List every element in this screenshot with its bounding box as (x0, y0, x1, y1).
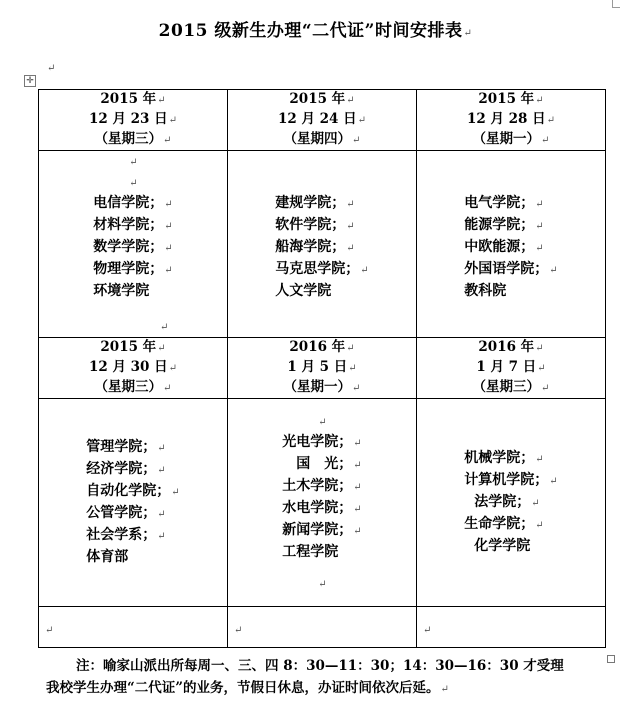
date-label: 1 月 5 日 (287, 359, 348, 375)
paragraph-mark: ↵ (352, 383, 361, 394)
paragraph-mark: ↵ (360, 265, 369, 276)
college-list-cell[interactable] (417, 151, 606, 338)
college-item: 社会学系； (86, 527, 157, 543)
college-item: 经济学院； (86, 461, 157, 477)
paragraph-mark: ↵ (157, 509, 166, 520)
college-item: 自动化学院； (86, 483, 171, 499)
paragraph-mark: ↵ (535, 520, 544, 531)
date-label: 12 月 24 日 (277, 111, 357, 127)
paragraph-mark: ↵ (535, 95, 544, 106)
college-item: 新闻学院； (282, 522, 353, 538)
paragraph-mark: ↵ (346, 221, 355, 232)
paragraph-mark: ↵ (168, 115, 178, 126)
note-line-1: 注：喻家山派出所每周一、三、四 8：30—11：30；14：30—16：30 才受理 (76, 658, 564, 674)
empty-cell[interactable] (417, 607, 606, 648)
college-item: 化学学院 (474, 538, 531, 554)
paragraph-mark: ↵ (353, 526, 362, 537)
paragraph-mark: ↵ (535, 221, 544, 232)
table-row (39, 607, 606, 648)
paragraph-mark: ↵ (346, 243, 355, 254)
weekday-label: （星期一） (283, 379, 352, 395)
paragraph-mark: ↵ (537, 363, 546, 374)
college-item: 电气学院； (464, 195, 535, 211)
paragraph-mark: ↵ (531, 498, 540, 509)
year-label: 2016 年 (478, 339, 535, 355)
paragraph-mark: ↵ (234, 624, 243, 636)
paragraph-mark: ↵ (346, 95, 355, 106)
date-label: 12 月 23 日 (88, 111, 168, 127)
paragraph-mark: ↵ (535, 343, 544, 354)
year-label: 2015 年 (478, 91, 535, 107)
paragraph-mark: ↵ (352, 135, 361, 146)
college-item: 机械学院； (464, 450, 535, 466)
college-list-cell[interactable] (39, 399, 228, 607)
college-item: 材料学院； (93, 217, 164, 233)
college-item: 建规学院； (275, 195, 346, 211)
paragraph-mark: ↵ (168, 363, 178, 374)
paragraph-mark: ↵ (47, 63, 56, 74)
paragraph-mark: ↵ (353, 460, 362, 471)
table-row (39, 90, 606, 151)
paragraph-mark: ↵ (164, 243, 173, 254)
note-line-2: 我校学生办理“二代证”的业务，节假日休息，办证时间依次后延。 (46, 680, 440, 696)
date-cell[interactable] (417, 90, 606, 151)
college-item: 人文学院 (275, 283, 332, 299)
empty-cell[interactable] (228, 607, 417, 648)
college-item: 环境学院 (93, 283, 150, 299)
college-item: 土木学院； (282, 478, 353, 494)
college-item: 中欧能源； (464, 239, 535, 255)
college-item: 管理学院； (86, 439, 157, 455)
paragraph-mark: ↵ (346, 343, 355, 354)
college-item: 马克思学院； (275, 261, 360, 277)
schedule-table (38, 89, 606, 648)
page-title (0, 16, 631, 41)
paragraph-mark: ↵ (541, 383, 550, 394)
paragraph-mark: ↵ (129, 157, 138, 168)
paragraph-mark: ↵ (440, 684, 449, 695)
date-cell[interactable] (228, 90, 417, 151)
paragraph-mark: ↵ (353, 504, 362, 515)
paragraph-mark: ↵ (549, 476, 558, 487)
paragraph-mark: ↵ (541, 135, 550, 146)
date-cell[interactable] (417, 338, 606, 399)
weekday-label: （星期三） (472, 379, 541, 395)
crop-mark-icon (612, 0, 620, 8)
paragraph-mark: ↵ (353, 438, 362, 449)
college-item: 数学学院； (93, 239, 164, 255)
college-item: 法学院； (474, 494, 531, 510)
college-item: 国 光； (296, 456, 353, 472)
title-text: 2015 级新生办理“二代证”时间安排表 (158, 21, 463, 41)
weekday-label: （星期三） (94, 131, 163, 147)
college-item: 计算机学院； (464, 472, 549, 488)
college-item: 水电学院； (282, 500, 353, 516)
college-item: 生命学院； (464, 516, 535, 532)
college-list-cell[interactable] (228, 399, 417, 607)
paragraph-mark: ↵ (423, 624, 432, 636)
college-list-cell[interactable] (39, 151, 228, 338)
paragraph-mark: ↵ (346, 199, 355, 210)
paragraph-mark: ↵ (164, 199, 173, 210)
year-label: 2015 年 (100, 339, 157, 355)
college-item: 软件学院； (275, 217, 346, 233)
paragraph-mark: ↵ (129, 178, 138, 189)
paragraph-mark: ↵ (549, 265, 558, 276)
weekday-label: （星期一） (472, 131, 541, 147)
date-label: 12 月 28 日 (466, 111, 546, 127)
paragraph-mark: ↵ (357, 115, 367, 126)
college-item: 船海学院； (275, 239, 346, 255)
paragraph-mark: ↵ (535, 243, 544, 254)
paragraph-mark: ↵ (163, 135, 172, 146)
date-cell[interactable] (39, 338, 228, 399)
paragraph-mark: ↵ (157, 95, 166, 106)
year-label: 2015 年 (289, 91, 346, 107)
college-list-cell[interactable] (228, 151, 417, 338)
college-item: 体育部 (86, 549, 129, 565)
college-list-cell[interactable] (417, 399, 606, 607)
date-cell[interactable] (228, 338, 417, 399)
table-row (39, 399, 606, 607)
weekday-label: （星期四） (283, 131, 352, 147)
table-row (39, 338, 606, 399)
paragraph-mark: ↵ (171, 487, 180, 498)
college-item: 教科院 (464, 283, 507, 299)
paragraph-mark: ↵ (348, 363, 357, 374)
date-label: 1 月 7 日 (476, 359, 537, 375)
paragraph-mark: ↵ (463, 28, 473, 39)
paragraph-mark: ↵ (535, 454, 544, 465)
paragraph-mark: ↵ (164, 221, 173, 232)
note-paragraph (46, 655, 616, 701)
table-row (39, 151, 606, 338)
weekday-label: （星期三） (94, 379, 163, 395)
paragraph-mark: ↵ (157, 343, 166, 354)
paragraph-mark: ↵ (45, 624, 54, 636)
paragraph-mark: ↵ (157, 531, 166, 542)
paragraph-mark: ↵ (535, 199, 544, 210)
paragraph-mark: ↵ (353, 482, 362, 493)
paragraph-mark: ↵ (318, 417, 327, 428)
paragraph-mark: ↵ (318, 579, 327, 590)
paragraph-mark: ↵ (163, 383, 172, 394)
empty-cell[interactable] (39, 607, 228, 648)
date-label: 12 月 30 日 (88, 359, 168, 375)
paragraph-mark: ↵ (546, 115, 556, 126)
paragraph-mark: ↵ (157, 465, 166, 476)
college-item: 公管学院； (86, 505, 157, 521)
paragraph-mark: ↵ (160, 322, 169, 333)
year-label: 2016 年 (289, 339, 346, 355)
table-move-handle-icon[interactable]: ✛ (24, 75, 36, 87)
college-item: 能源学院； (464, 217, 535, 233)
college-item: 工程学院 (282, 544, 339, 560)
college-item: 外国语学院； (464, 261, 549, 277)
college-item: 电信学院； (93, 195, 164, 211)
paragraph-mark: ↵ (157, 443, 166, 454)
college-item: 物理学院； (93, 261, 164, 277)
college-item: 光电学院； (282, 434, 353, 450)
year-label: 2015 年 (100, 91, 157, 107)
date-cell[interactable] (39, 90, 228, 151)
paragraph-mark: ↵ (164, 265, 173, 276)
